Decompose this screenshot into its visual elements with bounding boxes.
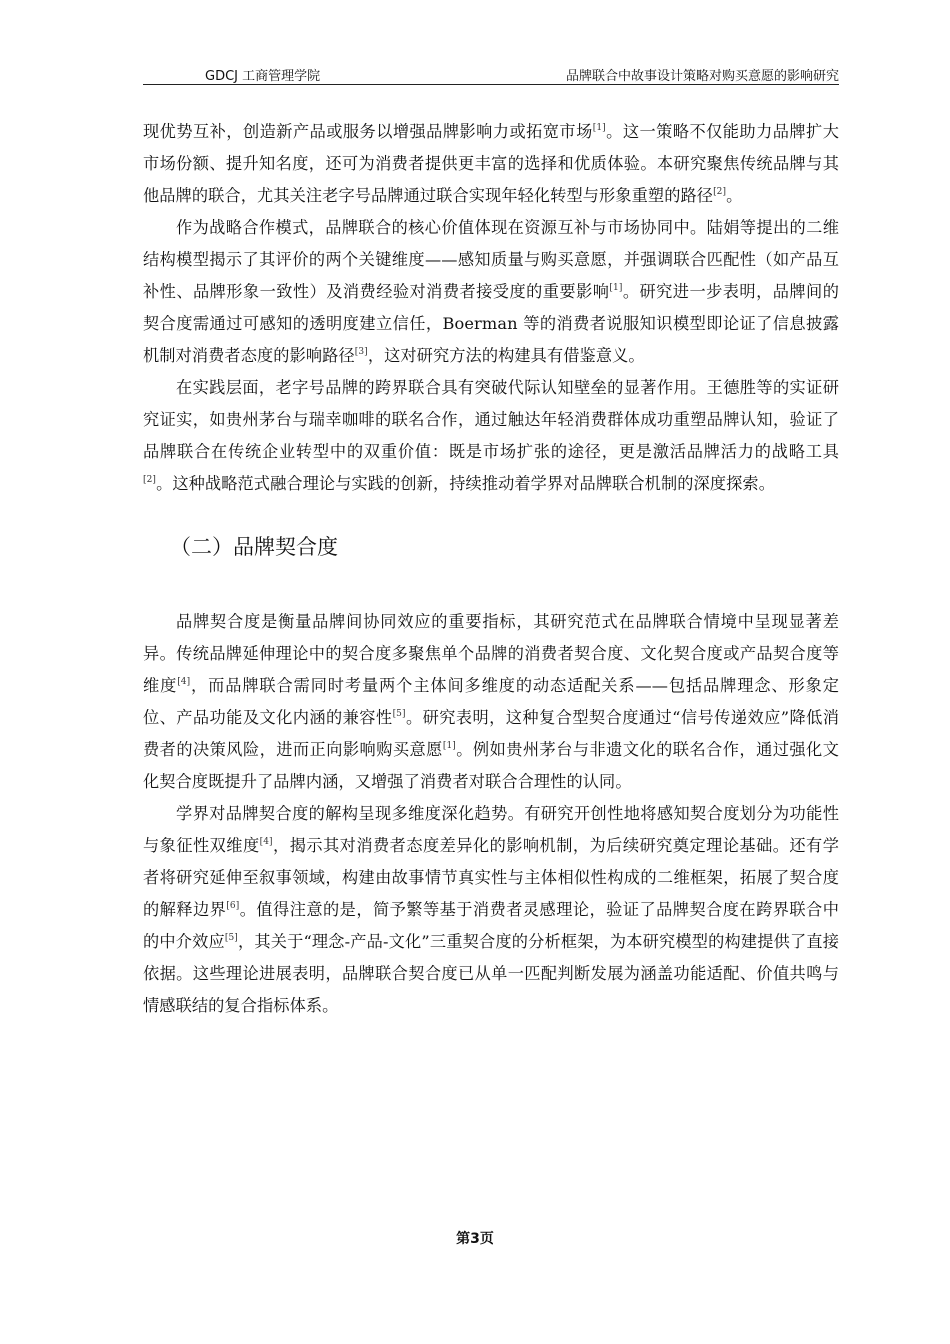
citation-ref: [4] (259, 837, 273, 847)
paragraph-text: 作为战略合作模式，品牌联合的核心价值体现在资源互补与市场协同中。陆娟等提出的二维结构模型揭示了其评价的两个关键维度——感知质量与购买意愿，并强调联合匹配性（如产品互补性、品牌形象一致性）及消费经验对消费者接受度的重要影响 (143, 218, 839, 301)
citation-ref: [5] (392, 709, 406, 719)
page-number: 第3页 (456, 1231, 494, 1247)
citation-ref: [2] (713, 187, 727, 197)
paragraph-text: 。例如贵州茅台与非遗文化的联名合作，通过强化文化契合度既提升了品牌内涵，又增强了消费者对联合合理性的认同。 (143, 740, 839, 791)
paragraph-text: 。这种战略范式融合理论与实践的创新，持续推动着学界对品牌联合机制的深度探索。 (156, 474, 775, 493)
paragraph-text: 。研究进一步表明，品牌间的契合度需通过可感知的透明度建立信任，Boerman 等的消费者说服知识模型即论证了信息披露机制对消费者态度的影响路径 (143, 282, 839, 365)
paragraph-text: ，而品牌联合需同时考量两个主体间多维度的动态适配关系——包括品牌理念、形象定位、产品功能及文化内涵的兼容性 (143, 676, 839, 727)
body-paragraph (143, 798, 839, 1022)
citation-ref: [6] (226, 901, 240, 911)
header-institution: GDCJ 工商管理学院 (205, 69, 321, 84)
paragraph-text: 。研究表明，这种复合型契合度通过“信号传递效应”降低消费者的决策风险，进而正向影响购买意愿 (143, 708, 840, 759)
paragraph-text: 品牌契合度是衡量品牌间协同效应的重要指标，其研究范式在品牌联合情境中呈现显著差异。传统品牌延伸理论中的契合度多聚焦单个品牌的消费者契合度、文化契合度或产品契合度等维度 (143, 612, 839, 695)
citation-ref: [1] (442, 741, 456, 751)
paragraph-text: ，这对研究方法的构建具有借鉴意义。 (367, 346, 645, 365)
paragraph-text: 。 (726, 186, 743, 205)
citation-ref: [3] (354, 347, 368, 357)
paragraph-text: ，揭示其对消费者态度差异化的影响机制，为后续研究奠定理论基础。还有学者将研究延伸至叙事领域，构建由故事情节真实性与主体相似性构成的二维框架，拓展了契合度的解释边界 (143, 836, 839, 919)
paragraphs-bottom (143, 606, 839, 1022)
paragraph-text: 。值得注意的是，简予繁等基于消费者灵感理论，验证了品牌契合度在跨界联合中的中介效应 (143, 900, 840, 951)
header-paper-title: 品牌联合中故事设计策略对购买意愿的影响研究 (565, 69, 839, 84)
citation-ref: [5] (224, 933, 238, 943)
body-paragraph (143, 372, 839, 500)
paragraph-text: ，其关于“理念-产品-文化”三重契合度的分析框架，为本研究模型的构建提供了直接依据。这些理论进展表明，品牌联合契合度已从单一匹配判断发展为涵盖功能适配、价值共鸣与情感联结的复合指标体系。 (143, 932, 839, 1015)
citation-ref: [1] (609, 283, 623, 293)
paragraphs-top (143, 116, 839, 500)
citation-ref: [1] (592, 123, 606, 133)
section-heading: （二）品牌契合度 (170, 535, 338, 559)
page-header (143, 62, 839, 85)
page-body (143, 116, 839, 1022)
paragraph-text: 学界对品牌契合度的解构呈现多维度深化趋势。有研究开创性地将感知契合度划分为功能性与象征性双维度 (143, 804, 839, 855)
paragraph-text: 现优势互补，创造新产品或服务以增强品牌影响力或拓宽市场 (143, 122, 593, 141)
paragraph-text: 在实践层面，老字号品牌的跨界联合具有突破代际认知壁垒的显著作用。王德胜等的实证研究证实，如贵州茅台与瑞幸咖啡的联名合作，通过触达年轻消费群体成功重塑品牌认知，验证了品牌联合在传统企业转型中的双重价值：既是市场扩张的途径，更是激活品牌活力的战略工具 (143, 378, 839, 461)
citation-ref: [2] (143, 475, 157, 485)
citation-ref: [4] (177, 677, 191, 687)
body-paragraph (143, 116, 839, 212)
paragraph-text: 。这一策略不仅能助力品牌扩大市场份额、提升知名度，还可为消费者提供更丰富的选择和优质体验。本研究聚焦传统品牌与其他品牌的联合，尤其关注老字号品牌通过联合实现年轻化转型与形象重塑的路径 (143, 122, 839, 205)
body-paragraph (143, 606, 839, 798)
body-paragraph (143, 212, 839, 372)
